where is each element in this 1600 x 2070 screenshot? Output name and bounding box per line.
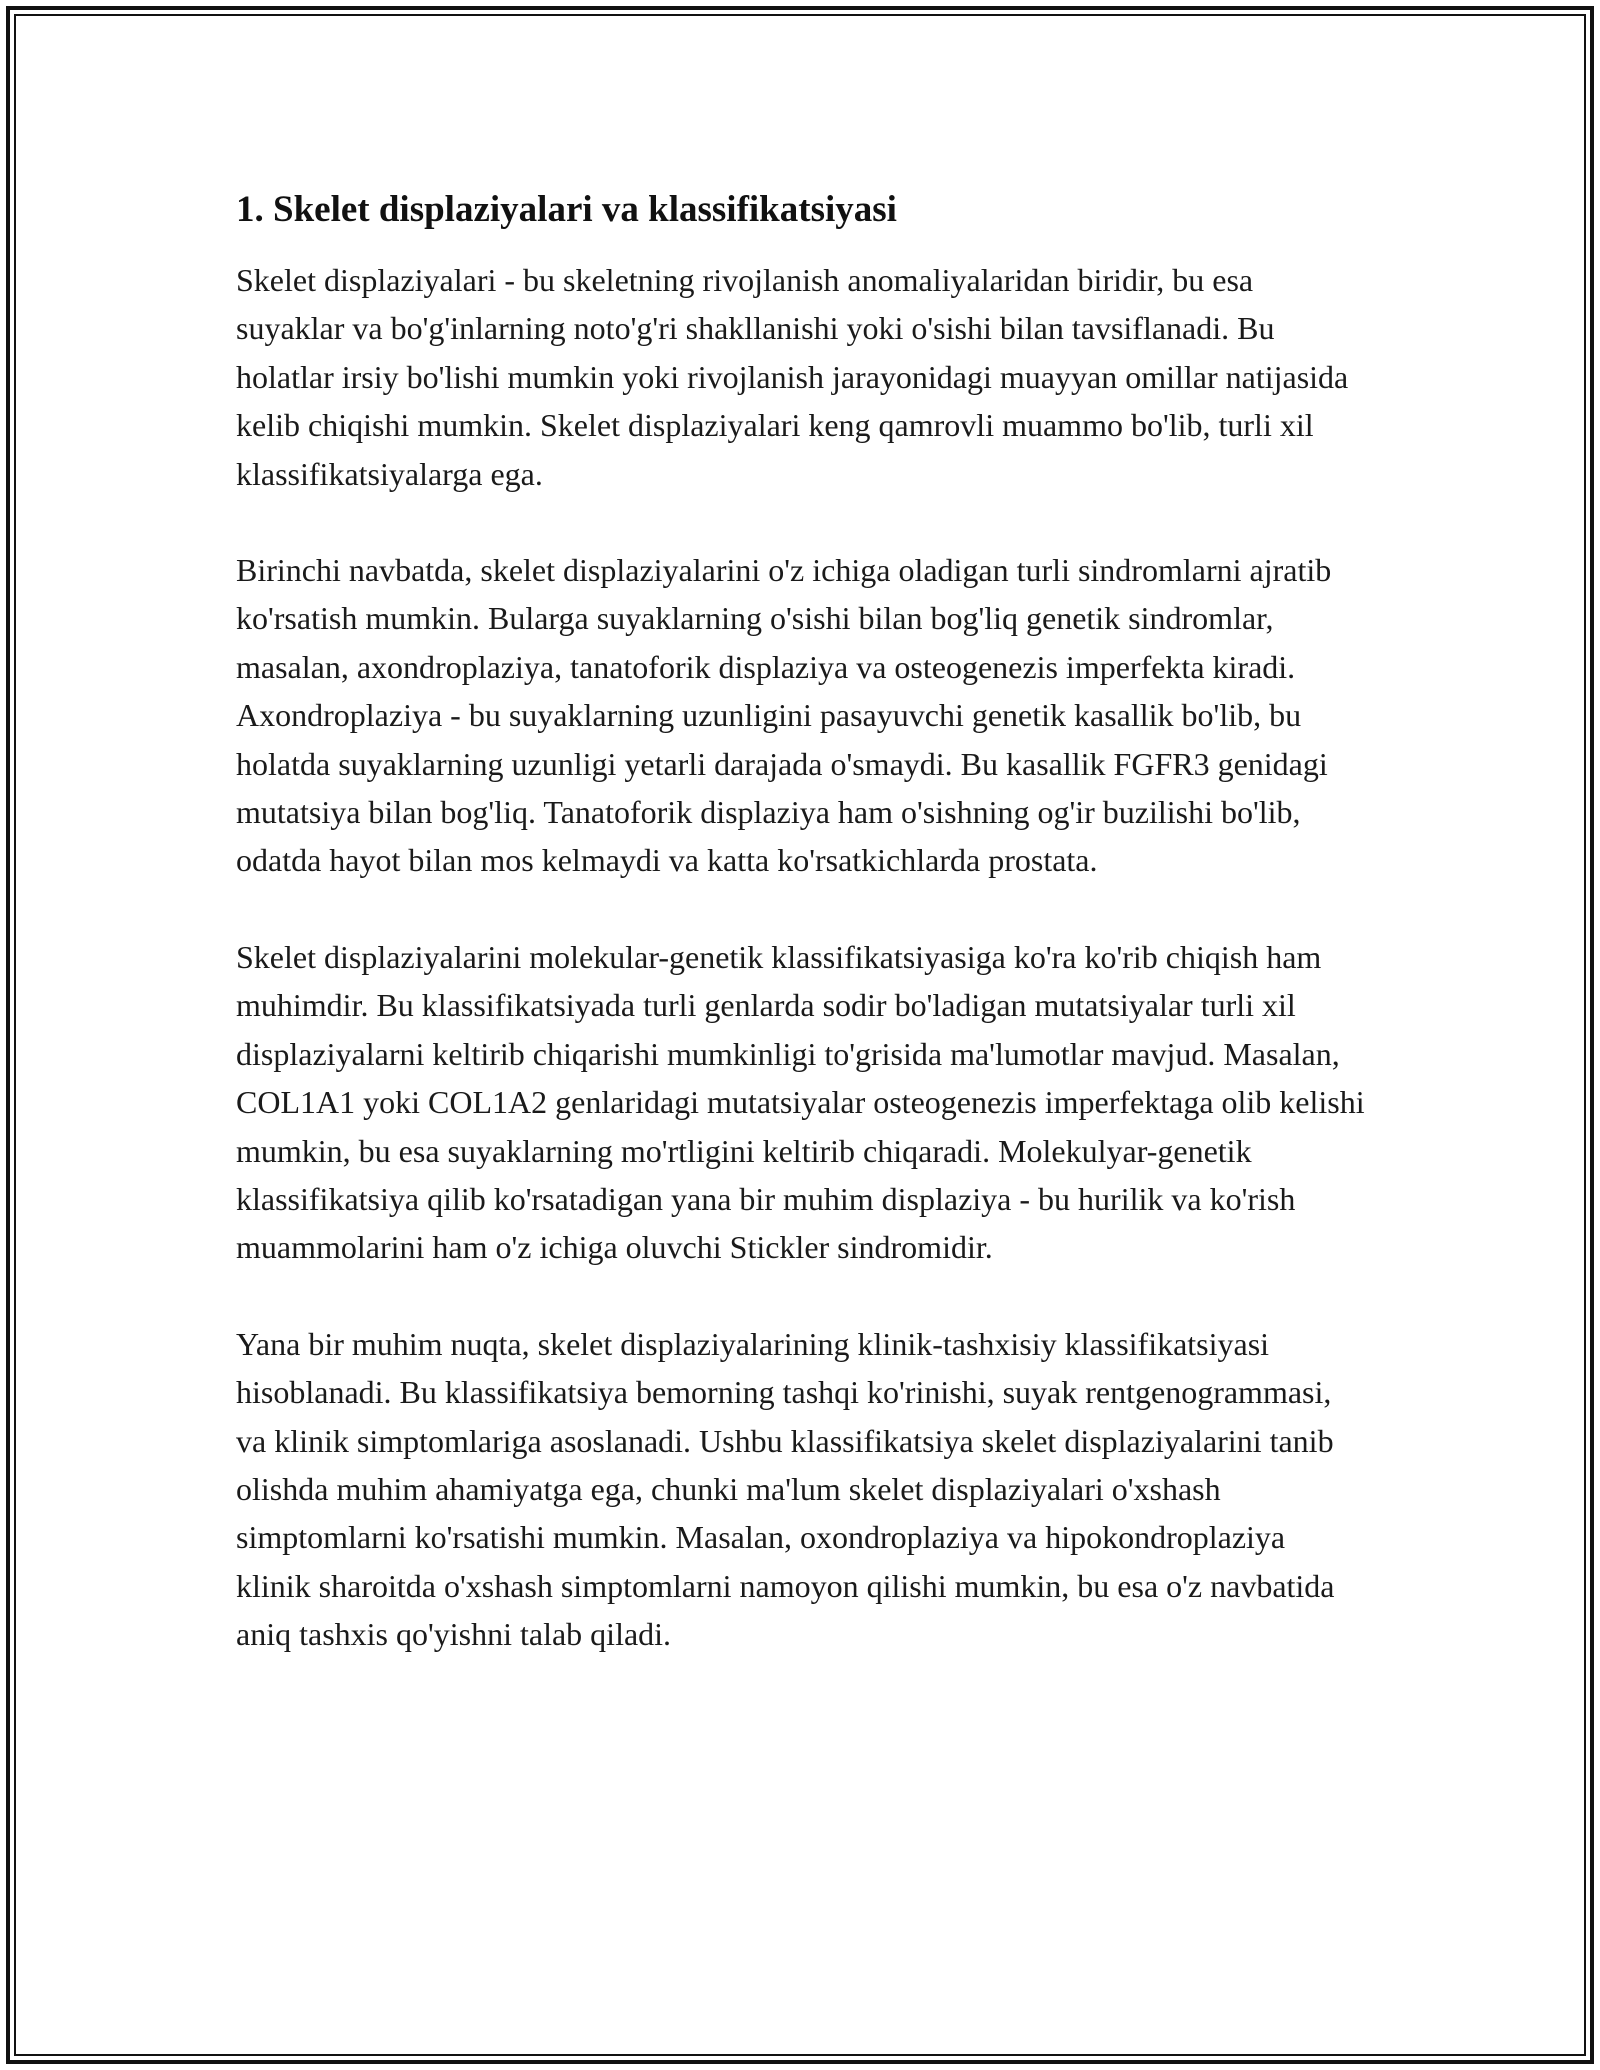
paragraph-syndromes: Birinchi navbatda, skelet displaziyalarini o'z ichiga oladigan turli sindromlarni ajratib ko'rsatish mumkin. Bularga suyaklarning o'sishi bilan bog'liq genetik sindromlar, masalan, axondroplaziya, tanatoforik displaziya va osteogenezis imperfekta kiradi. Axondroplaziya - bu suyaklarning uzunligini pasayuvchi genetik kasallik bo'lib, bu holatda suyaklarning uzunligi yetarli darajada o'smaydi. Bu kasallik FGFR3 genidagi mutatsiya bilan bog'liq. Tanatoforik displaziya ham o'sishning og'ir buzilishi bo'lib, odatda hayot bilan mos kelmaydi va katta ko'rsatkichlarda prostata. xyxy=(236,552,1332,879)
document-body xyxy=(236,186,1366,1659)
paragraph-intro: Skelet displaziyalari - bu skeletning rivojlanish anomaliyalaridan biridir, bu esa suyaklar va bo'g'inlarning noto'g'ri shakllanishi yoki o'sishi bilan tavsiflanadi. Bu holatlar irsiy bo'lishi mumkin yoki rivojlanish jarayonidagi muayyan omillar natijasida kelib chiqishi mumkin. Skelet displaziyalari keng qamrovli muammo bo'lib, turli xil klassifikatsiyalarga ega. xyxy=(236,262,1349,492)
paragraph-molecular-genetic: Skelet displaziyalarini molekular-genetik klassifikatsiyasiga ko'ra ko'rib chiqish ham muhimdir. Bu klassifikatsiyada turli genlarda sodir bo'ladigan mutatsiyalar turli xil displaziyalarni keltirib chiqarishi mumkinligi to'grisida ma'lumotlar mavjud. Masalan, COL1A1 yoki COL1A2 genlaridagi mutatsiyalar osteogenezis imperfektaga olib kelishi mumkin, bu esa suyaklarning mo'rtligini keltirib chiqaradi. Molekulyar-genetik klassifikatsiya qilib ko'rsatadigan yana bir muhim displaziya - bu hurilik va ko'rish muammolarini ham o'z ichiga oluvchi Stickler sindromidir. xyxy=(236,938,1365,1266)
section-heading: 1. Skelet displaziyalari va klassifikatsiyasi xyxy=(236,189,897,230)
paragraph-clinical-diagnostic: Yana bir muhim nuqta, skelet displaziyalarining klinik-tashxisiy klassifikatsiyasi hisoblanadi. Bu klassifikatsiya bemorning tashqi ko'rinishi, suyak rentgenogrammasi, va klinik simptomlariga asoslanadi. Ushbu klassifikatsiya skelet displaziyalarini tanib olishda muhim ahamiyatga ega, chunki ma'lum skelet displaziyalari o'xshash simptomlarni ko'rsatishi mumkin. Masalan, oxondroplaziya va hipokondroplaziya klinik sharoitda o'xshash simptomlarni namoyon qilishi mumkin, bu esa o'z navbatida aniq tashxis qo'yishni talab qiladi. xyxy=(236,1325,1335,1653)
